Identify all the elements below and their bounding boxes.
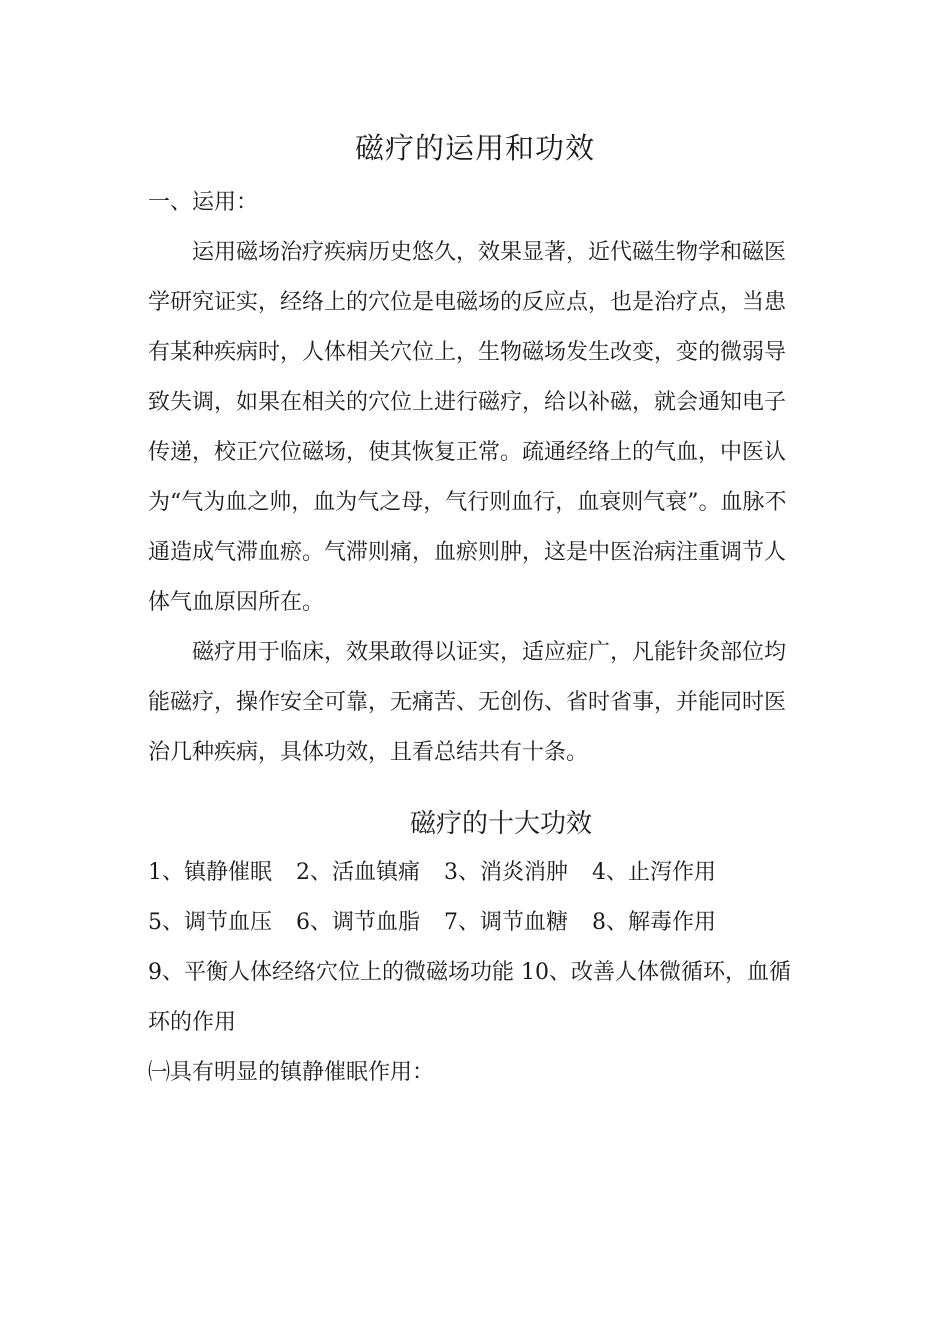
section-heading-usage: 一、运用：: [148, 190, 259, 215]
effects-row: [148, 898, 796, 948]
document-title: 磁疗的运用和功效: [354, 131, 595, 165]
paragraph-line: 运用磁场治疗疾病历史悠久，效果显著，近代磁生物学和磁医: [192, 240, 787, 265]
effects-long-line: 环的作用: [148, 1010, 237, 1035]
paragraph-line: 磁疗用于临床，效果敢得以证实，适应症广，凡能针灸部位均: [192, 640, 787, 665]
effect-item: 4、止泻作用: [592, 860, 716, 885]
item-heading-sedation: ㈠具有明显的镇静催眠作用：: [148, 1060, 435, 1085]
document-body: [148, 178, 796, 1098]
effect-item: 5、调节血压: [148, 910, 272, 935]
effects-row: [148, 848, 796, 898]
paragraph-line: 通造成气滞血瘀。气滞则痛，血瘀则肿，这是中医治病注重调节人: [148, 540, 787, 565]
section-subtitle-effects: 磁疗的十大功效: [410, 809, 593, 839]
effects-long-line: 9、平衡人体经络穴位上的微磁场功能 10、改善人体微循环，血循: [148, 960, 791, 985]
effect-item: 1、镇静催眠: [148, 860, 272, 885]
paragraph-line: 体气血原因所在。: [148, 590, 325, 615]
paragraph-line: 致失调，如果在相关的穴位上进行磁疗，给以补磁，就会通知电子: [148, 390, 787, 415]
paragraph-line: 为“气为血之帅，血为气之母，气行则血行，血衰则气衰”。血脉不: [148, 490, 787, 515]
effect-item: 7、调节血糖: [444, 910, 568, 935]
effect-item: 6、调节血脂: [296, 910, 420, 935]
effect-item: 2、活血镇痛: [296, 860, 420, 885]
paragraph-line: 传递，校正穴位磁场，使其恢复正常。疏通经络上的气血，中医认: [148, 440, 787, 465]
spacer: [148, 778, 796, 800]
paragraph-line: 能磁疗，操作安全可靠，无痛苦、无创伤、省时省事，并能同时医: [148, 690, 787, 715]
effect-item: 8、解毒作用: [592, 910, 716, 935]
paragraph-line: 治几种疾病，具体功效，且看总结共有十条。: [148, 740, 589, 765]
paragraph-line: 学研究证实，经络上的穴位是电磁场的反应点，也是治疗点，当患: [148, 290, 787, 315]
effect-item: 3、消炎消肿: [444, 860, 568, 885]
paragraph-line: 有某种疾病时，人体相关穴位上，生物磁场发生改变，变的微弱导: [148, 340, 787, 365]
